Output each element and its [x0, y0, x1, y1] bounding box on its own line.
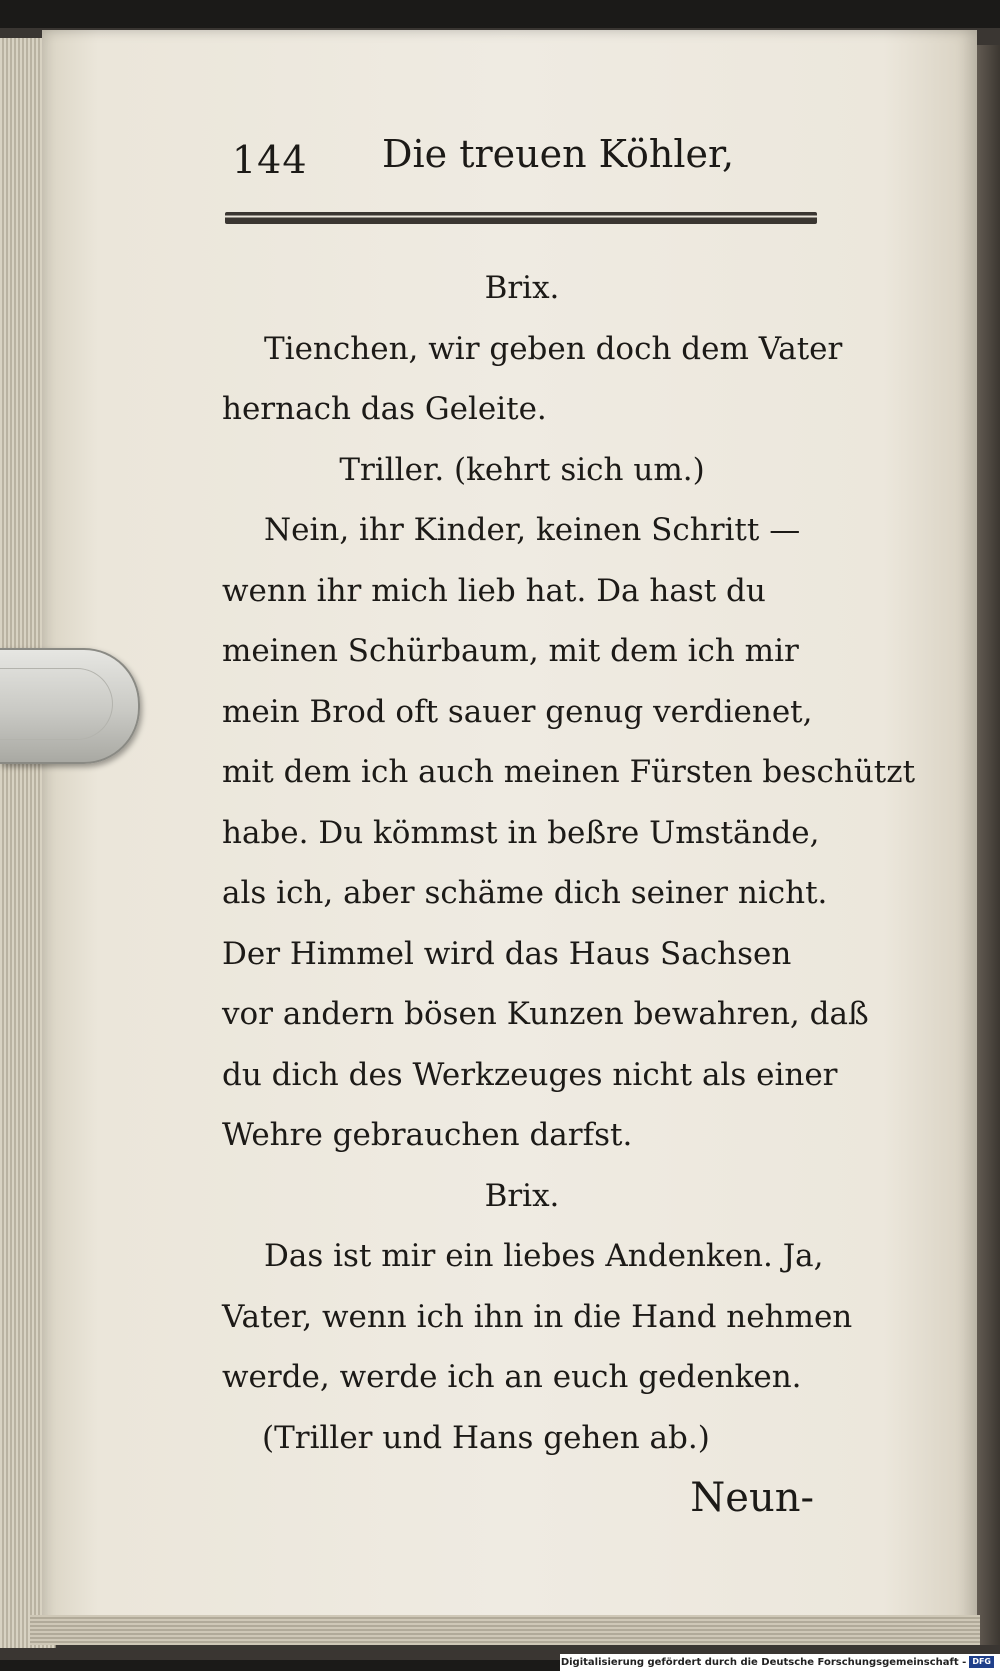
catchword: Neun- [690, 1475, 814, 1521]
speaker-name: Brix. [484, 1177, 560, 1214]
stage-direction: (Triller und Hans gehen ab.) [262, 1419, 710, 1456]
page-stack-bottom [30, 1615, 980, 1645]
page-text [222, 258, 916, 1529]
text-line: vor andern bösen Kunzen bewahren, daß [222, 996, 869, 1032]
funding-text: Digitalisierung gefördert durch die Deutsche Forschungsgemeinschaft - [560, 1657, 967, 1668]
text-line: Das ist mir ein liebes Andenken. Ja, [264, 1238, 824, 1274]
text-line: Wehre gebrauchen darfst. [222, 1117, 633, 1153]
page-clip-icon [0, 648, 140, 764]
text-line: hernach das Geleite. [222, 391, 547, 427]
text-line: als ich, aber schäme dich seiner nicht. [222, 875, 828, 911]
running-title: Die treuen Köhler, [382, 132, 735, 176]
text-line: Der Himmel wird das Haus Sachsen [222, 935, 792, 972]
clip-inner-shape [0, 668, 113, 740]
text-line: mein Brod oft sauer genug verdienet, [222, 693, 813, 730]
header-rule [225, 212, 817, 224]
page-header [232, 128, 822, 188]
text-line: du dich des Werkzeuges nicht als einer [222, 1056, 838, 1093]
text-line: Tienchen, wir geben doch dem Vater [264, 330, 843, 367]
text-line: habe. Du kömmst in beßre Umstände, [222, 814, 820, 851]
text-line: Vater, wenn ich ihn in die Hand nehmen [222, 1298, 853, 1335]
text-line: meinen Schürbaum, mit dem ich mir [222, 633, 799, 669]
dfg-logo-icon: DFG [969, 1656, 994, 1668]
speaker-name: Triller. (kehrt sich um.) [339, 451, 705, 488]
text-line: mit dem ich auch meinen Fürsten beschützt [222, 754, 916, 790]
text-line: Nein, ihr Kinder, keinen Schritt — [264, 512, 801, 548]
speaker-name: Brix. [484, 270, 560, 306]
text-line: wenn ihr mich lieb hat. Da hast du [222, 572, 766, 609]
funding-footer [560, 1654, 1000, 1671]
text-line: werde, werde ich an euch gedenken. [222, 1359, 802, 1395]
page-number: 144 [232, 138, 308, 182]
